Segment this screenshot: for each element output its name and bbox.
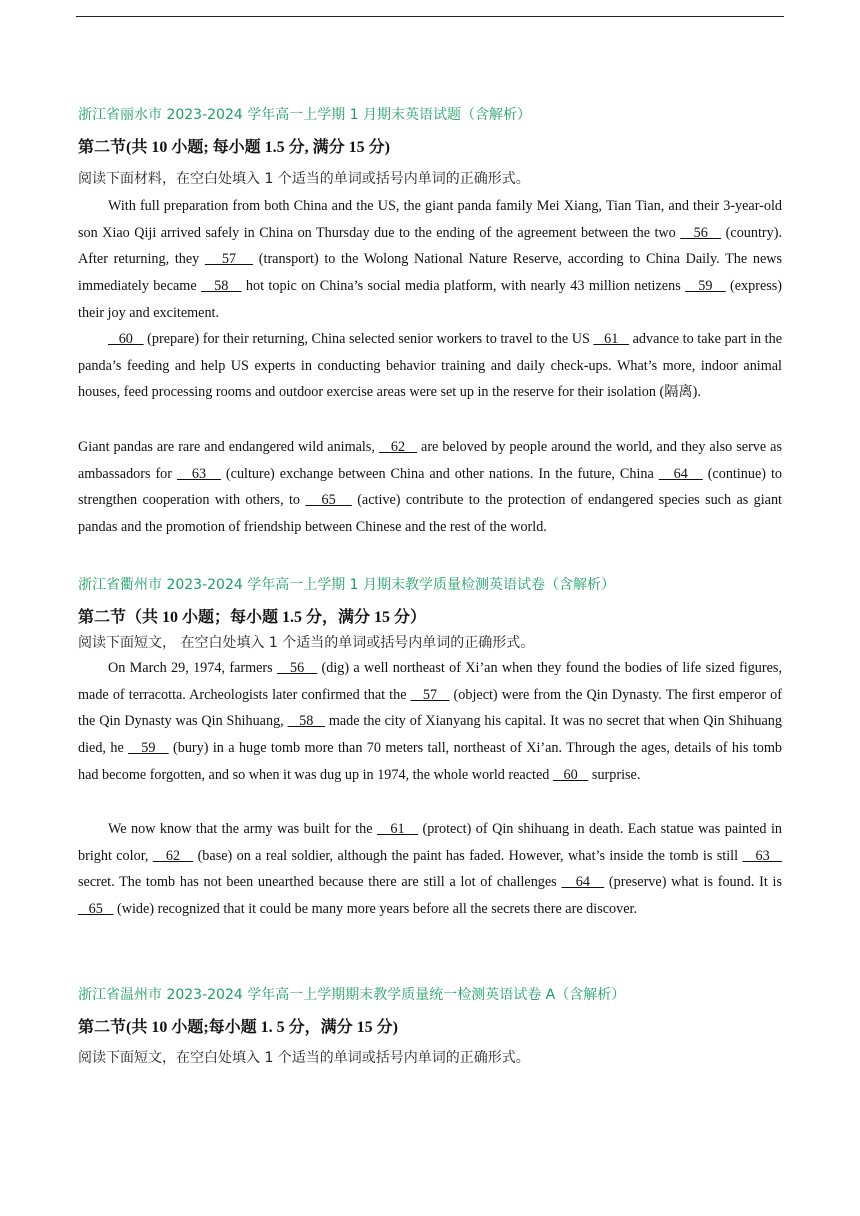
- passage-text: (express) their joy and excitement.: [78, 278, 783, 321]
- passage-paragraph: [78, 193, 782, 327]
- answer-blank: 61: [376, 821, 418, 837]
- answer-blank: 62: [378, 439, 418, 455]
- answer-blank: 57: [204, 251, 254, 268]
- passage-text: (continue) to strengthen cooperation with others, to: [78, 465, 783, 509]
- answer-blank: 60: [108, 331, 144, 347]
- passage-text: On March 29, 1974, farmers: [108, 660, 277, 676]
- passage-text: Giant pandas are rare and endangered wild animals,: [78, 439, 379, 455]
- passage-text: With full preparation from both China and the US, the giant panda family Mei Xiang, Tian Tian, and their 3-year-old son Xiao Qiji arrived safely in China on Thursday due to the ending of the agreement between the two: [78, 198, 782, 241]
- answer-blank: 57: [410, 686, 450, 703]
- answer-blank: 62: [152, 847, 194, 864]
- section-heading: 第二节(共 10 小题;每小题 1. 5 分，满分 15 分): [78, 1019, 398, 1036]
- passage-text: (transport) to the Wolong National Nature Reserve, according to China Daily. The news immediately became: [78, 251, 783, 295]
- answer-blank: 58: [287, 713, 325, 730]
- passage-paragraph: [78, 326, 782, 406]
- passage-paragraph: [78, 434, 782, 541]
- passage-paragraph: [78, 816, 782, 923]
- instruction-text: 阅读下面材料，在空白处填入 1 个适当的单词或括号内单词的正确形式。: [78, 171, 530, 187]
- passage-paragraph: [78, 655, 782, 789]
- passage-text: (base) on a real soldier, although the paint has faded. However, what’s inside the tomb is still: [193, 847, 743, 864]
- passage-text: (wide) recognized that it could be many more years before all the secrets there are discover.: [113, 901, 637, 918]
- passage-text: (active) contribute to the protection of endangered species such as giant pandas and the promotion of friendship between Chinese and the rest of the world.: [78, 492, 782, 536]
- answer-blank: 60: [552, 766, 589, 783]
- answer-blank: 64: [561, 874, 605, 891]
- passage-text: advance to take part in the panda’s feeding and help US experts in conducting behavior training and daily check-ups. What’s more, indoor animal houses, feed processing rooms and outdoor exercise areas were set up in the reserve for their isolation (隔离).: [78, 331, 783, 401]
- passage-text: (prepare) for their returning, China selected senior workers to travel to the US: [143, 331, 594, 347]
- header-rule: [76, 16, 784, 17]
- passage-text: (protect) of Qin shihuang in death. Each statue was painted in bright color,: [78, 821, 782, 864]
- instruction-text: 阅读下面短文， 在空白处填入 1 个适当的单词或括号内单词的正确形式。: [78, 635, 535, 651]
- passage-text: made the city of Xianyang his capital. It was no secret that when Qin Shihuang died, he: [78, 713, 782, 757]
- passage-text: (preserve) what is found. It is: [604, 874, 783, 891]
- answer-blank: 61: [593, 331, 630, 347]
- section-title: 浙江省衢州市 2023-2024 学年高一上学期 1 月期末教学质量检测英语试卷（含解析）: [78, 577, 616, 593]
- section-heading: 第二节（共 10 小题；每小题 1.5 分，满分 15 分）: [78, 609, 427, 626]
- answer-blank: 59: [685, 278, 726, 295]
- section-heading: 第二节(共 10 小题; 每小题 1.5 分, 满分 15 分): [78, 139, 390, 156]
- passage-text: (culture) exchange between China and other nations. In the future, China: [220, 465, 659, 482]
- answer-blank: 58: [201, 278, 242, 295]
- section-title: 浙江省丽水市 2023-2024 学年高一上学期 1 月期末英语试题（含解析）: [78, 107, 532, 123]
- passage-text: are beloved by people around the world, and they also serve as ambassadors for: [78, 439, 783, 482]
- answer-blank: 56: [680, 224, 722, 241]
- passage-text: surprise.: [588, 766, 641, 783]
- passage-text: We now know that the army was built for the: [108, 821, 377, 837]
- passage-text: hot topic on China’s social media platform, with nearly 43 million netizens: [241, 278, 686, 295]
- answer-blank: 59: [128, 740, 169, 757]
- answer-blank: 63: [742, 847, 782, 864]
- passage-text: (dig) a well northeast of Xi’an when they found the bodies of life sized figures, made of terracotta. Archeologists later confirmed that the: [78, 660, 782, 703]
- passage-text: (object) were from the Qin Dynasty. The first emperor of the Qin Dynasty was Qin Shihuang,: [78, 686, 783, 730]
- section-title: 浙江省温州市 2023-2024 学年高一上学期期末教学质量统一检测英语试卷 A（含解析）: [78, 987, 626, 1003]
- passage-text: (bury) in a huge tomb more than 70 meters tall, northeast of Xi’an. Through the ages, details of his tomb had become forgotten, and so when it was dug up in 1974, the whole world reacted: [78, 740, 782, 783]
- instruction-text: 阅读下面短文，在空白处填入 1 个适当的单词或括号内单词的正确形式。: [78, 1050, 530, 1066]
- answer-blank: 56: [277, 660, 318, 676]
- answer-blank: 63: [176, 465, 221, 482]
- answer-blank: 65: [305, 492, 352, 509]
- answer-blank: 64: [658, 465, 703, 482]
- passage-text: secret. The tomb has not been unearthed because there are still a lot of challenges: [78, 874, 562, 891]
- answer-blank: 65: [78, 901, 114, 918]
- passage-text: (country). After returning, they: [78, 224, 783, 268]
